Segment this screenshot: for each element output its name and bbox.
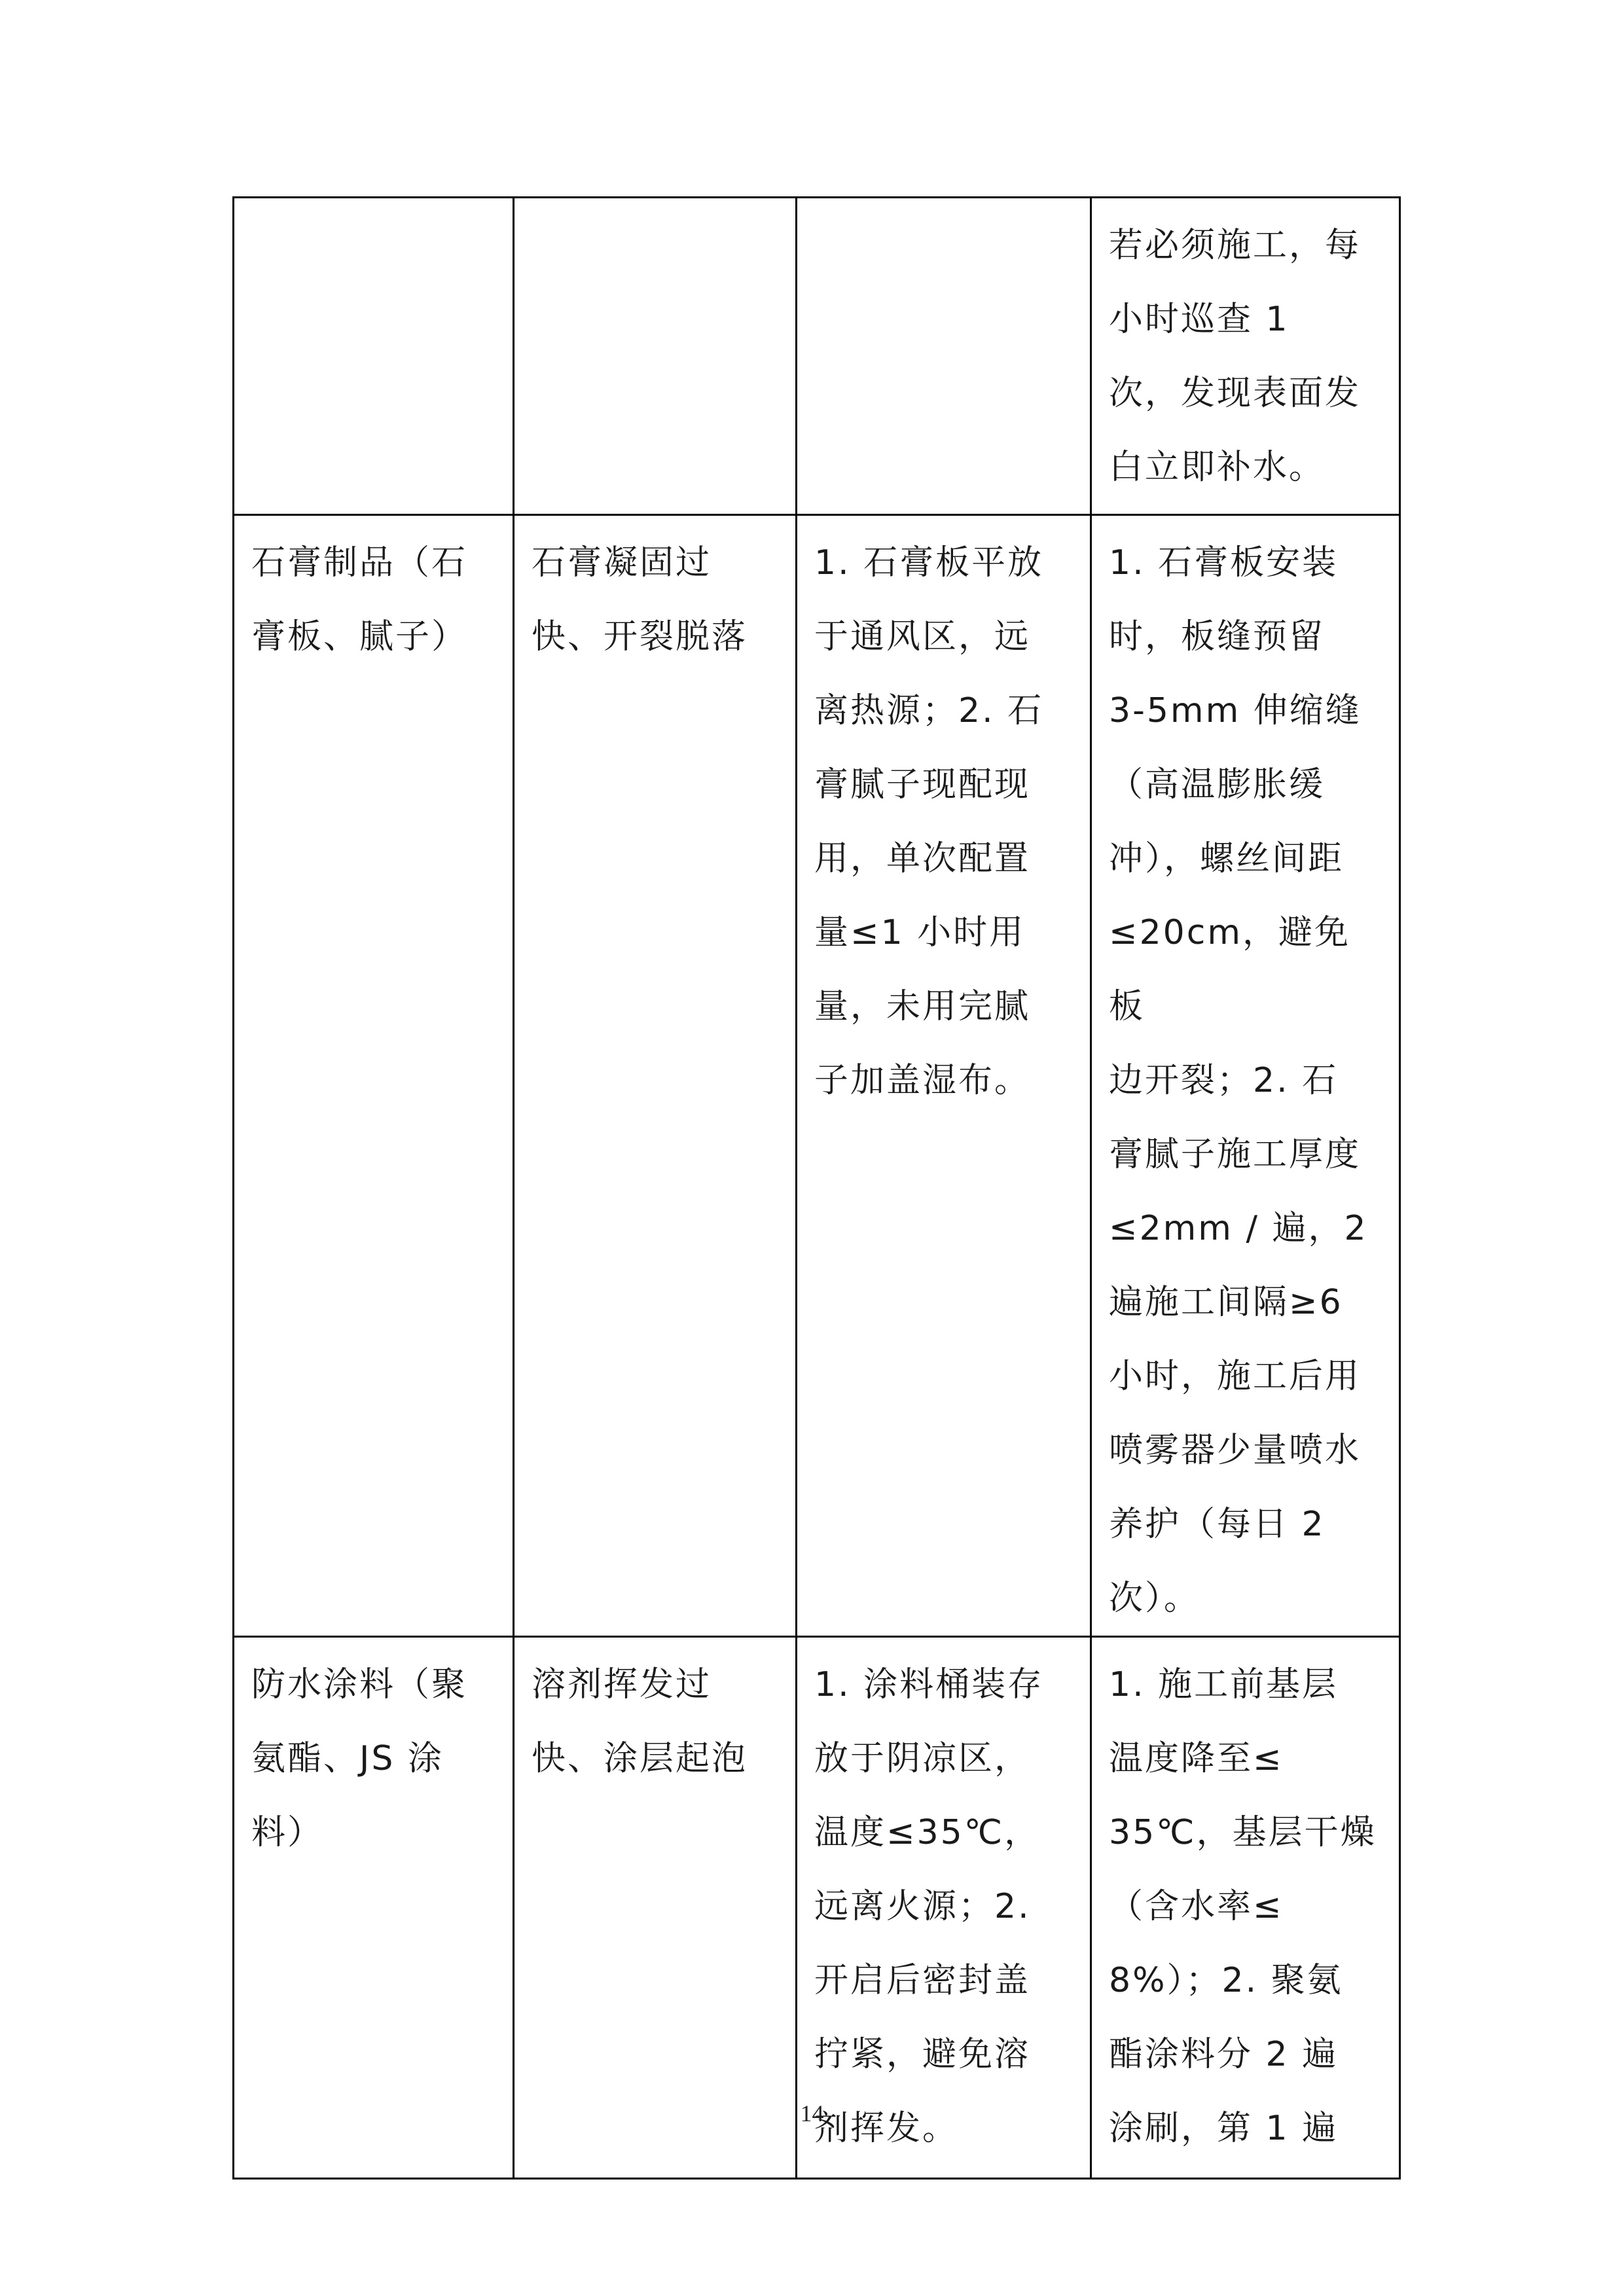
cell-material — [234, 198, 514, 515]
page-number: 14 — [800, 2100, 824, 2126]
cell-problem: 石膏凝固过 快、开裂脱落 — [514, 515, 797, 1637]
material-table — [232, 196, 1401, 2179]
cell-storage — [797, 198, 1091, 515]
cell-construction: 若必须施工，每 小时巡查 1 次，发现表面发 白立即补水。 — [1091, 198, 1400, 515]
cell-storage: 1. 涂料桶装存 放于阴凉区， 温度≤35℃， 远离火源；2. 开启后密封盖 拧紧，避免溶 剂挥发。 — [797, 1637, 1091, 2179]
table-row — [234, 515, 1400, 1637]
cell-construction: 1. 施工前基层 温度降至≤ 35℃，基层干燥 （含水率≤ 8%）；2. 聚氨 酯涂料分 2 遍 涂刷，第 1 遍 — [1091, 1637, 1400, 2179]
cell-problem — [514, 198, 797, 515]
cell-material: 石膏制品（石 膏板、腻子） — [234, 515, 514, 1637]
cell-problem: 溶剂挥发过 快、涂层起泡 — [514, 1637, 797, 2179]
cell-construction: 1. 石膏板安装 时，板缝预留 3-5mm 伸缩缝 （高温膨胀缓 冲），螺丝间距 ≤20cm，避免板 边开裂；2. 石 膏腻子施工厚度 ≤2mm / 遍，2 遍施工间隔≥6 小时，施工后用 喷雾器少量喷水 养护（每日 2 次）。 — [1091, 515, 1400, 1637]
cell-material: 防水涂料（聚 氨酯、JS 涂 料） — [234, 1637, 514, 2179]
table-row — [234, 1637, 1400, 2179]
table-row — [234, 198, 1400, 515]
cell-storage: 1. 石膏板平放 于通风区，远 离热源；2. 石 膏腻子现配现 用，单次配置 量≤1 小时用 量，未用完腻 子加盖湿布。 — [797, 515, 1091, 1637]
